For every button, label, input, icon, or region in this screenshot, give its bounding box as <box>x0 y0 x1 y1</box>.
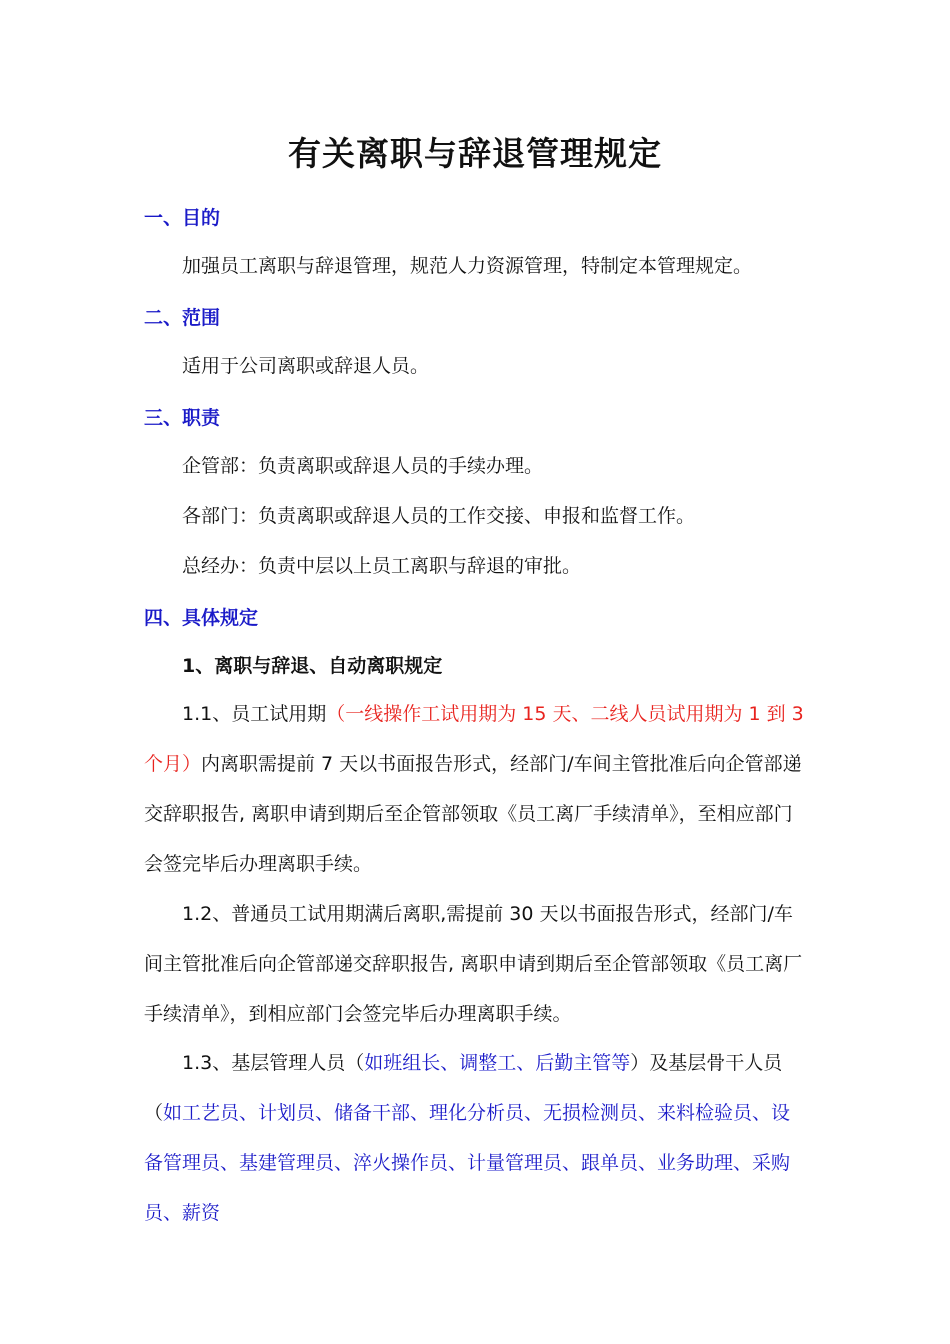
paragraph-1-2: 1.2、普通员工试用期满后离职,需提前 30 天以书面报告形式，经部门/车间主管批准后向企管部递交辞职报告, 离职申请到期后至企管部领取《员工离厂手续清单》，到相应部门会签完毕后办理离职手续。 <box>144 903 803 1025</box>
purpose-text: 加强员工离职与辞退管理，规范人力资源管理，特制定本管理规定。 <box>182 255 753 277</box>
paragraph-1-3 <box>144 1038 808 1238</box>
key-staff-examples: 如工艺员、计划员、储备干部、理化分析员、无损检测员、来料检验员、设备管理员、基建管理员、淬火操作员、计量管理员、跟单员、业务助理、采购员、薪资 <box>144 1102 791 1224</box>
scope-text: 适用于公司离职或辞退人员。 <box>182 355 430 377</box>
probation-period-note: （一线操作工试用期为 15 天、二线人员试用期为 1 到 3 个月） <box>144 703 804 775</box>
paragraph-1-3-lead: 1.3、基层管理人员（ <box>182 1052 365 1074</box>
paragraph-1-3-mid: ）及基层骨干人员（ <box>144 1052 783 1124</box>
document-title: 有关离职与辞退管理规定 <box>288 134 662 173</box>
duty-item: 企管部：负责离职或辞退人员的手续办理。 <box>182 455 544 477</box>
section-heading-duties: 三、职责 <box>144 407 221 429</box>
section-heading-rules: 四、具体规定 <box>144 607 259 629</box>
paragraph-1-1-body: 内离职需提前 7 天以书面报告形式，经部门/车间主管批准后向企管部递交辞职报告, 离职申请到期后至企管部领取《员工离厂手续清单》，至相应部门会签完毕后办理离职手续。 <box>144 753 802 875</box>
grassroots-manager-examples: 如班组长、调整工、后勤主管等 <box>364 1052 631 1074</box>
duty-item: 总经办：负责中层以上员工离职与辞退的审批。 <box>182 555 582 577</box>
section-heading-purpose: 一、目的 <box>144 207 221 229</box>
paragraph-1-1-lead: 1.1、员工试用期 <box>182 703 327 725</box>
duty-item: 各部门：负责离职或辞退人员的工作交接、申报和监督工作。 <box>182 505 696 527</box>
section-heading-scope: 二、范围 <box>144 307 221 329</box>
paragraph-1-1 <box>144 689 808 889</box>
rules-subheading: 1、离职与辞退、自动离职规定 <box>182 655 443 677</box>
